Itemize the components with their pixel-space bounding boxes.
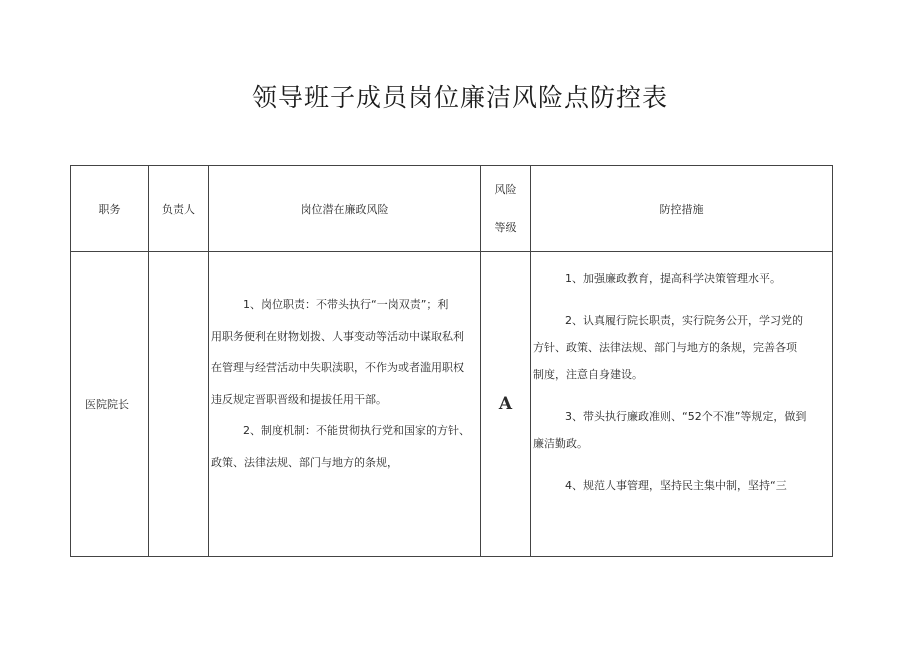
cell-position: 医院院长 bbox=[71, 252, 149, 557]
risk-line: 2、制度机制：不能贯彻执行党和国家的方针、 bbox=[243, 424, 470, 437]
document-title: 领导班子成员岗位廉洁风险点防控表 bbox=[251, 83, 668, 112]
measure-line: 方针、政策、法律法规、部门与地方的条规，完善各项 bbox=[533, 341, 797, 354]
header-position: 职务 bbox=[71, 166, 149, 252]
header-responsible: 负责人 bbox=[149, 166, 209, 252]
risk-line: 用职务便利在财物划拨、人事变动等活动中谋取私利 bbox=[211, 329, 464, 343]
measure-line: 2、认真履行院长职责，实行院务公开，学习党的 bbox=[565, 314, 803, 327]
header-measures: 防控措施 bbox=[531, 166, 833, 252]
measure-line: 1、加强廉政教育，提高科学决策管理水平。 bbox=[565, 272, 781, 285]
table-header-row bbox=[71, 166, 833, 252]
header-risk-level-line2: 等级 bbox=[494, 220, 517, 234]
header-risk: 岗位潜在廉政风险 bbox=[209, 166, 481, 252]
measure-line: 廉洁勤政。 bbox=[533, 437, 588, 450]
measure-line: 制度，注意自身建设。 bbox=[533, 368, 643, 381]
header-risk-level bbox=[481, 166, 531, 252]
measure-line: 4、规范人事管理，坚持民主集中制，坚持“三 bbox=[565, 479, 787, 492]
cell-risk-grade: A bbox=[481, 252, 531, 557]
risk-control-table bbox=[70, 165, 833, 557]
header-risk-level-line1: 风险 bbox=[494, 182, 517, 196]
cell-measures bbox=[531, 252, 833, 557]
cell-responsible bbox=[149, 252, 209, 557]
measure-line: 3、带头执行廉政准则、“52个不准”等规定，做到 bbox=[565, 410, 807, 423]
table-row bbox=[71, 252, 833, 557]
risk-line: 政策、法律法规、部门与地方的条规， bbox=[211, 455, 398, 469]
cell-risk bbox=[209, 252, 481, 557]
risk-line: 1、岗位职责：不带头执行“一岗双责”；利 bbox=[243, 298, 449, 311]
risk-line: 违反规定晋职晋级和提拔任用干部。 bbox=[211, 392, 387, 406]
risk-line: 在管理与经营活动中失职渎职，不作为或者滥用职权 bbox=[211, 361, 464, 374]
